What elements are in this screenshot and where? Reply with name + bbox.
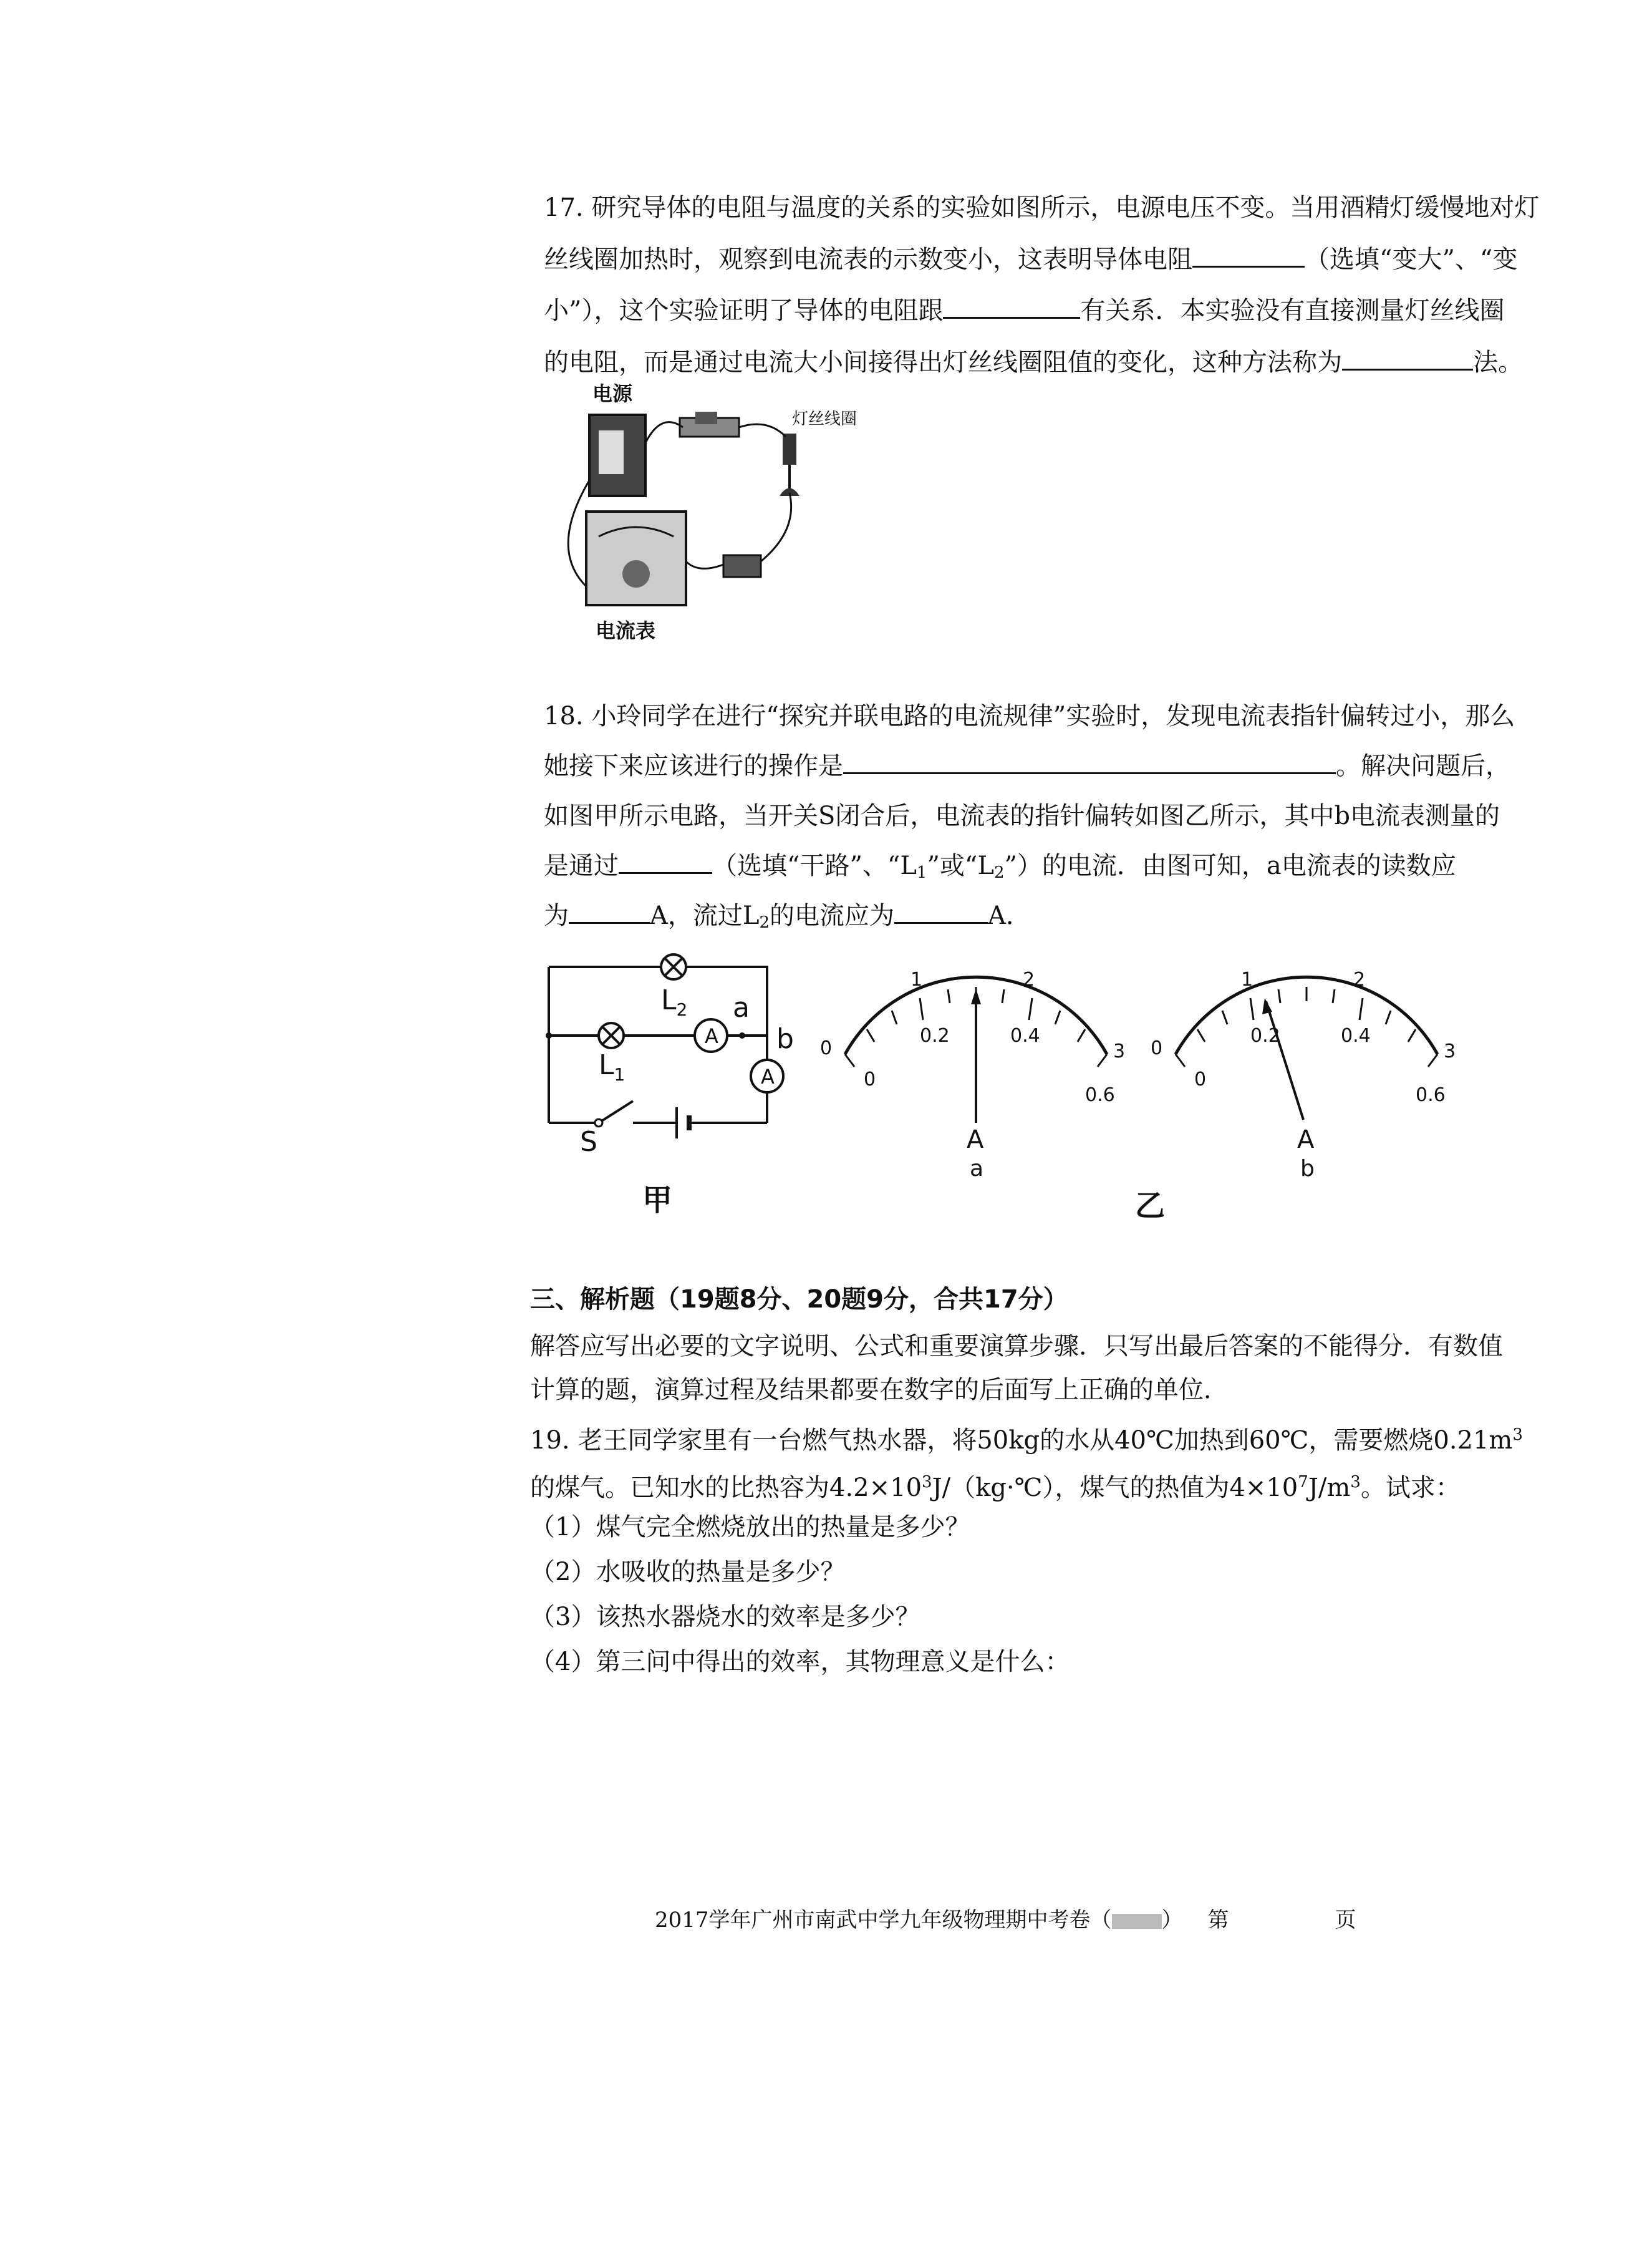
q17-blank2[interactable] (943, 294, 1080, 319)
meter-b-bot-02: 0.2 (1250, 1025, 1280, 1047)
ammeter-b-symbol (751, 1060, 783, 1092)
coil-assembly (780, 434, 799, 496)
lamp-L1-symbol (599, 1023, 624, 1048)
q18-line5-mid: A，流过L (650, 901, 760, 930)
meter-b-dial (1147, 948, 1472, 1185)
meter-b-bot-06: 0.6 (1416, 1084, 1446, 1106)
section3-heading: 三、解析题（19题8分、20题9分，合共17分） (530, 1285, 1068, 1314)
label-b: b (776, 1023, 794, 1055)
q19-line2-e: J/m (1308, 1473, 1351, 1502)
q17-apparatus-figure (536, 374, 857, 643)
q19-sub1: （1）煤气完全燃烧放出的热量是多少？ (530, 1513, 970, 1541)
q17-line2-tail: （选填“变大”、“变 (1305, 245, 1518, 274)
q17-line2-text: 丝线圈加热时，观察到电流表的示数变小，这表明导体电阻 (544, 245, 1192, 274)
meter-a-bot-0: 0 (864, 1069, 876, 1090)
meter-b-bot-0: 0 (1194, 1069, 1207, 1090)
q19-line2 (530, 1465, 1461, 1505)
q18-blank3[interactable] (569, 900, 650, 924)
section3-note2: 计算的题，演算过程及结果都要在数字的后面写上正确的单位． (530, 1376, 1229, 1404)
fig-label-ammeter: 电流表 (596, 619, 656, 643)
q19-line1-text: 19. 老王同学家里有一台燃气热水器，将50kg的水从40℃加热到60℃，需要燃烧0.21m (530, 1426, 1513, 1455)
q18-line4 (544, 848, 1456, 890)
meter-a-bot-06: 0.6 (1085, 1084, 1115, 1106)
footer-blot (1112, 1914, 1162, 1929)
section3-note1: 解答应写出必要的文字说明、公式和重要演算步骤．只写出最后答案的不能得分．有数值 (530, 1332, 1503, 1361)
meter-b-label: b (1300, 1156, 1315, 1182)
q18-line2 (544, 749, 1510, 784)
q18-line4-opt2: ”或“L (927, 852, 994, 880)
ammeter-a-letter: A (705, 1024, 718, 1048)
q18-line5-sub: 2 (759, 913, 770, 932)
q19-line1 (530, 1417, 1523, 1458)
q17-line2 (544, 242, 1517, 277)
q17-blank1[interactable] (1192, 243, 1305, 268)
label-L1: $L_1$ (599, 1049, 626, 1085)
meter-a-label: a (970, 1156, 984, 1182)
q19-sub2: （2）水吸收的热量是多少？ (530, 1558, 846, 1586)
q18-line4-sub2: 2 (993, 863, 1005, 882)
meter-b-needle (1266, 1001, 1303, 1120)
ammeter-a-symbol (695, 1019, 727, 1052)
footer (655, 1903, 1356, 1938)
meter-b-unit: A (1297, 1125, 1315, 1154)
label-a: a (733, 992, 750, 1024)
meter-b-top-3: 3 (1444, 1041, 1456, 1062)
lamp-L2-symbol (661, 954, 686, 979)
q17-line4-tail: 法。 (1473, 348, 1523, 377)
q19-line2-a: 的煤气。已知水的比热容为4.2×10 (530, 1473, 922, 1502)
q18-line5 (544, 898, 1031, 940)
q18-blank2[interactable] (619, 850, 712, 874)
q19-line2-g: 。试求： (1360, 1473, 1461, 1502)
q17-line3-text: 小”），这个实验证明了导体的电阻跟 (544, 296, 944, 325)
binding-post (723, 555, 761, 577)
circuit-diagram-jia (530, 936, 792, 1223)
q17-line3 (544, 293, 1504, 328)
q18-line5-tail: A． (988, 901, 1031, 930)
ammeter-b-letter: A (761, 1065, 775, 1089)
q19-line2-sup2: 7 (1298, 1473, 1308, 1492)
fig-label-coil: 灯丝线圈 (792, 410, 857, 429)
q17-line4-text: 的电阻，而是通过电流大小间接得出灯丝线圈阻值的变化，这种方法称为 (544, 348, 1342, 377)
q18-line2-tail: 。解决问题后， (1336, 752, 1510, 780)
footer-paren: ） (1161, 1908, 1183, 1933)
switch (680, 412, 739, 437)
meter-a-top-1: 1 (911, 969, 923, 991)
ammeter (586, 512, 686, 605)
meter-b-top-2: 2 (1353, 969, 1366, 991)
label-S: S (580, 1126, 597, 1158)
meter-a-bot-04: 0.4 (1010, 1025, 1040, 1047)
label-L2: $L_2$ (661, 984, 688, 1020)
q18-line4-sub1: 1 (916, 863, 927, 882)
q17-line3-tail: 有关系．本实验没有直接测量灯丝线圈 (1080, 296, 1505, 325)
meter-b-ticks (1176, 987, 1437, 1067)
q19-line2-sup3: 3 (1350, 1473, 1361, 1492)
fig-label-power: 电源 (592, 382, 633, 405)
meter-a-top-3: 3 (1113, 1041, 1126, 1062)
q18-line3: 如图甲所示电路，当开关S闭合后，电流表的指针偏转如图乙所示，其中b电流表测量的 (544, 802, 1500, 830)
q18-line2-text: 她接下来应该进行的操作是 (544, 752, 843, 780)
meter-b-bot-04: 0.4 (1341, 1025, 1371, 1047)
meter-a-unit: A (967, 1125, 984, 1154)
power-supply (589, 415, 645, 496)
q18-line5-text: 为 (544, 901, 569, 930)
q19-sub4: （4）第三问中得出的效率，其物理意义是什么： (530, 1648, 1070, 1676)
q18-line4-opt1: （选填“干路”、“L (712, 852, 917, 880)
meter-a-top-2: 2 (1023, 969, 1035, 991)
footer-page-suffix: 页 (1335, 1908, 1356, 1933)
q17-blank3[interactable] (1342, 346, 1473, 371)
meter-a-dial (817, 948, 1141, 1185)
q18-blank1[interactable] (843, 750, 1336, 774)
q18-line1: 18. 小玲同学在进行“探究并联电路的电流规律”实验时，发现电流表指针偏转过小，那么 (544, 702, 1515, 730)
meter-a-top-0: 0 (820, 1037, 833, 1059)
q17-line1: 17. 研究导体的电阻与温度的关系的实验如图所示，电源电压不变。当用酒精灯缓慢地对灯 (544, 193, 1540, 222)
meter-a-bot-02: 0.2 (920, 1025, 950, 1047)
q18-blank4[interactable] (894, 900, 988, 924)
q18-line4-text: 是通过 (544, 852, 619, 880)
q18-line5-mid2: 的电流应为 (770, 901, 894, 930)
q19-line1-sup: 3 (1512, 1425, 1523, 1444)
footer-title: 2017学年广州市南武中学九年级物理期中考卷（ (655, 1908, 1112, 1933)
q18-line4-tail: ”）的电流．由图可知，a电流表的读数应 (1004, 852, 1456, 880)
meter-b-top-1: 1 (1241, 969, 1253, 991)
q19-sub3: （3）该热水器烧水的效率是多少？ (530, 1603, 920, 1631)
meter-b-top-0: 0 (1151, 1037, 1163, 1059)
q19-line2-sup1: 3 (922, 1473, 932, 1492)
caption-jia: 甲 (642, 1183, 673, 1218)
q19-line2-c: J/（kg·℃），煤气的热值为4×10 (932, 1473, 1298, 1502)
footer-page-prefix: 第 (1207, 1908, 1229, 1933)
caption-yi: 乙 (1135, 1188, 1166, 1223)
